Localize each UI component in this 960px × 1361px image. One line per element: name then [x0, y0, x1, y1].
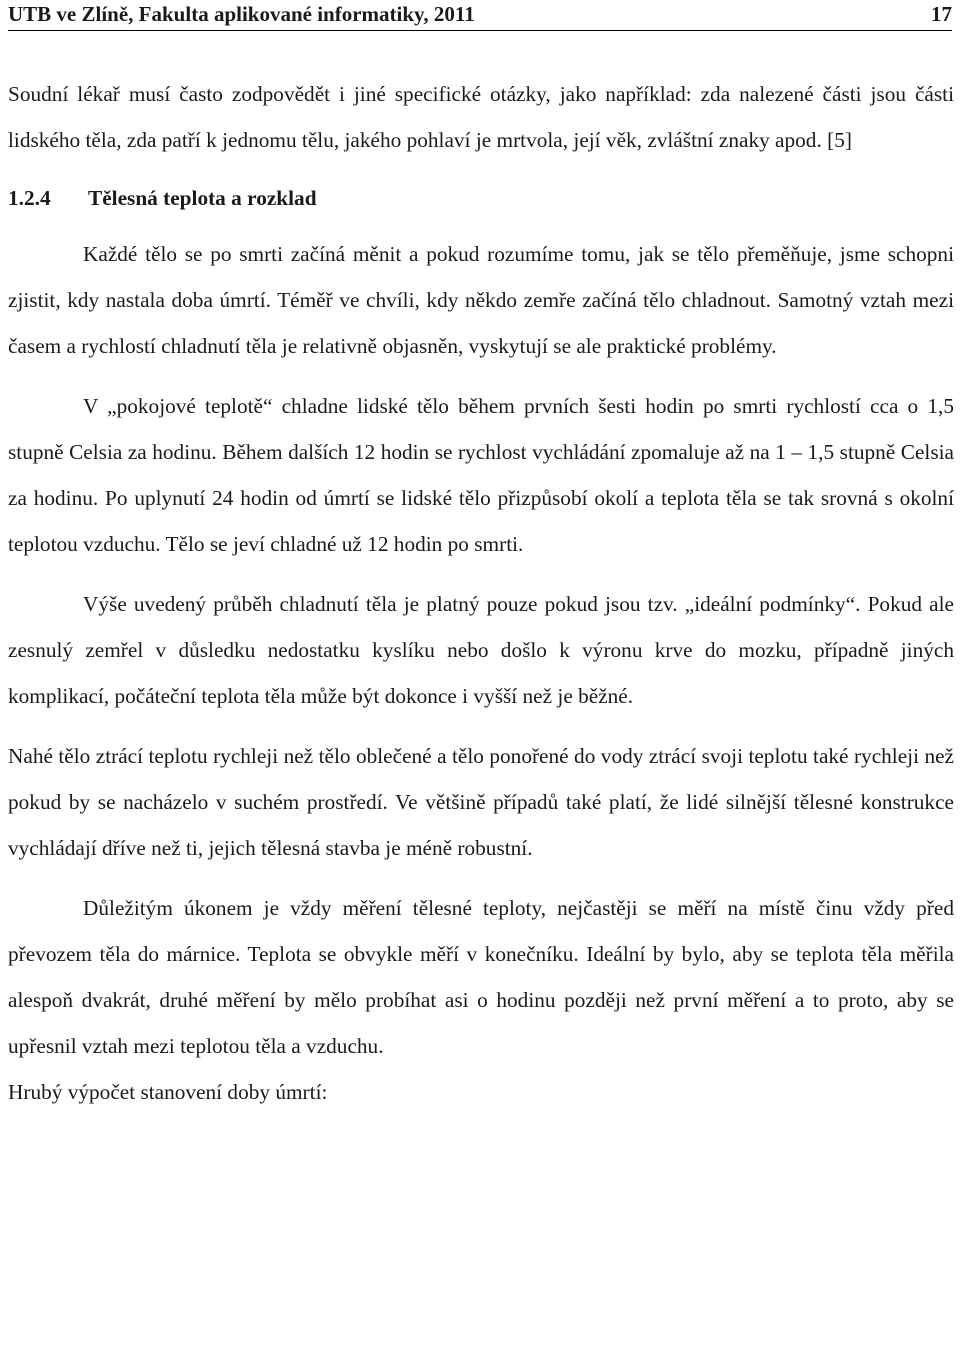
paragraph-cooling-rate: V „pokojové teplotě“ chladne lidské tělo během prvních šesti hodin po smrti rychlostí cca o 1,5 stupně Celsia za hodinu. Během dalších 12 hodin se rychlost vychládání zpomaluje až na 1 – 1,5 stupně Celsia za hodinu. Po uplynutí 24 hodin od úmrtí se lidské tělo přizpůsobí okolí a teplota těla se tak srovná s okolní teplotou vzduchu. Tělo se jeví chladné už 12 hodin po smrti. [8, 394, 954, 556]
document-body [8, 71, 954, 1115]
paragraph-clothing-factor: Nahé tělo ztrácí teplotu rychleji než tělo oblečené a tělo ponořené do vody ztrácí svoji teplotu také rychleji než pokud by se nacházelo v suchém prostředí. Ve většině případů také platí, že lidé silnější tělesné konstrukce vychládají dříve než ti, jejich tělesná stavba je méně robustní. [8, 744, 954, 860]
paragraph-rough-calculation: Hrubý výpočet stanovení doby úmrtí: [8, 1080, 328, 1104]
paragraph-ideal-conditions: Výše uvedený průběh chladnutí těla je platný pouze pokud jsou tzv. „ideální podmínky“. Pokud ale zesnulý zemřel v důsledku nedostatku kyslíku nebo došlo k výronu krve do mozku, případně jiných komplikací, počáteční teplota těla může být dokonce i vyšší než je běžné. [8, 592, 954, 708]
paragraph-body-temperature: Každé tělo se po smrti začíná měnit a pokud rozumíme tomu, jak se tělo přeměňuje, jsme schopni zjistit, kdy nastala doba úmrtí. Téměř ve chvíli, kdy někdo zemře začíná tělo chladnout. Samotný vztah mezi časem a rychlostí chladnutí těla je relativně objasněn, vyskytují se ale praktické problémy. [8, 242, 954, 358]
header-title: UTB ve Zlíně, Fakulta aplikované informatiky, 2011 [8, 2, 475, 26]
section-heading [8, 175, 954, 221]
paragraph-temperature-measurement: Důležitým úkonem je vždy měření tělesné teploty, nejčastěji se měří na místě činu vždy před převozem těla do márnice. Teplota se obvykle měří v konečníku. Ideální by bylo, aby se teplota těla měřila alespoň dvakrát, druhé měření by mělo probíhat asi o hodinu později než první měření a to proto, aby se upřesnil vztah mezi teplotou těla a vzduchu. [8, 896, 954, 1058]
intro-paragraph: Soudní lékař musí často zodpovědět i jiné specifické otázky, jako například: zda nalezené části jsou části lidského těla, zda patří k jednomu tělu, jakého pohlaví je mrtvola, její věk, zvláštní znaky apod. [5] [8, 82, 954, 152]
page-header [8, 0, 952, 31]
section-number: 1.2.4 [8, 186, 51, 210]
section-title: Tělesná teplota a rozklad [88, 186, 317, 210]
page-number: 17 [931, 2, 952, 26]
